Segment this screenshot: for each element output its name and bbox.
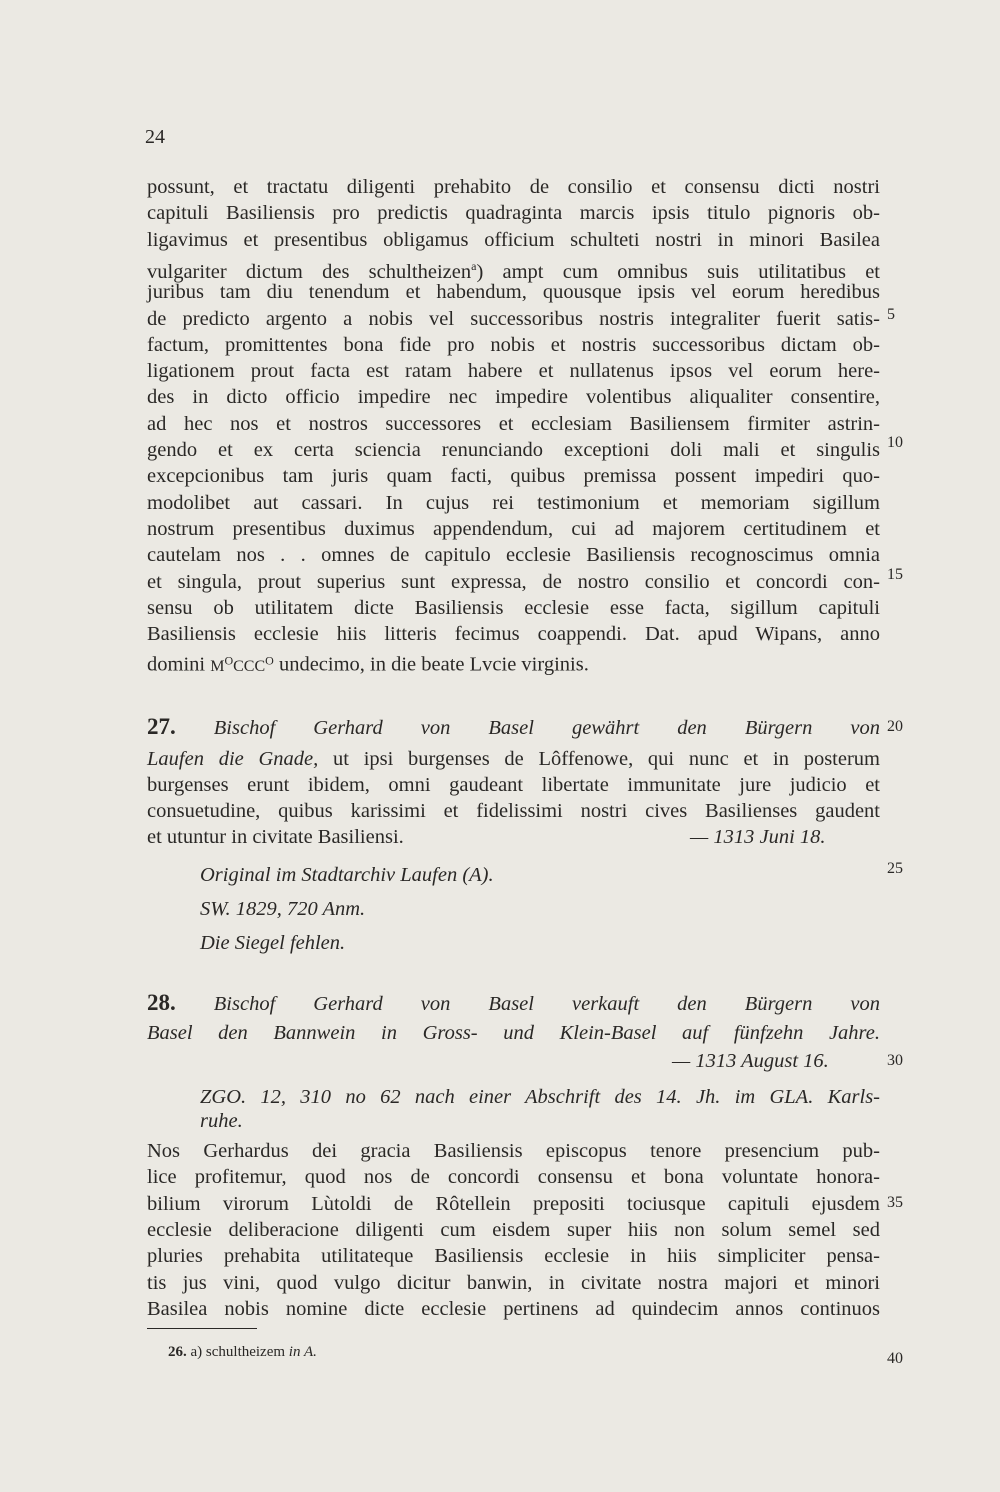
margin-number: 25 bbox=[887, 860, 903, 877]
doc27-text-2: ut ipsi burgenses de Lôffenowe, qui nunc et in posterum bbox=[318, 748, 880, 770]
doc28-source-line-1: ZGO. 12, 310 no 62 nach einer Abschrift des 14. Jh. im GLA. Karls- bbox=[200, 1086, 880, 1108]
margin-number: 40 bbox=[887, 1350, 903, 1367]
doc28-heading-line-1 bbox=[147, 990, 880, 1016]
page-number: 24 bbox=[145, 126, 165, 148]
text-block-26-line: nostrum presentibus duximus appendendum, cui ad majorem certitudinem et bbox=[147, 517, 880, 540]
text-block-26-line: ligationem prout facta est ratam habere et nullatenus ipsos vel eorum here- bbox=[147, 360, 880, 383]
doc27-heading-line-2 bbox=[147, 746, 880, 772]
doc28-heading-line-2: Basel den Bannwein in Gross- und Klein-Basel auf fünfzehn Jahre. bbox=[147, 1022, 880, 1044]
text-block-26-line: cautelam nos . . omnes de capitulo ecclesie Basiliensis recognoscimus omnia bbox=[147, 544, 880, 567]
footnote-text: a) schultheizem bbox=[190, 1344, 286, 1360]
doc28-text-line: bilium virorum Lùtoldi de Rôtellein prepositi tociusque capituli ejusdem bbox=[147, 1192, 880, 1215]
text-block-26-line: ligavimus et presentibus obligamus officium schulteti nostri in minori Basilea bbox=[147, 228, 880, 251]
text-block-26-line: excepcionibus tam juris quam facti, quibus premissa possent impediri quo- bbox=[147, 465, 880, 488]
margin-number: 15 bbox=[887, 566, 903, 583]
text-block-26-line: modolibet aut cassari. In cujus rei testimonium et memoriam sigillum bbox=[147, 491, 880, 514]
doc27-heading-line-1 bbox=[147, 714, 880, 740]
doc27-line-5: et utuntur in civitate Basiliensi. bbox=[147, 826, 404, 848]
footnote bbox=[168, 1344, 317, 1361]
text-block-26-line: factum, promittentes bona fide pro nobis et nostris successoribus dictam ob- bbox=[147, 333, 880, 356]
doc28-text-line: lice profitemur, quod nos de concordi consensu et bona voluntate honora- bbox=[147, 1166, 880, 1189]
text-block-26-line: possunt, et tractatu diligenti prehabito de consilio et consensu dicti nostri bbox=[147, 176, 880, 198]
text-block-26-line: de predicto argento a nobis vel successoribus nostris integraliter fuerit satis- bbox=[147, 307, 880, 330]
margin-number: 35 bbox=[887, 1194, 903, 1211]
doc27-line-3: burgenses erunt ibidem, omni gaudeant libertate immunitate jure judicio et bbox=[147, 774, 880, 796]
footnote-italic: in A. bbox=[288, 1344, 317, 1360]
text-block-26-line: et singula, prout superius sunt expressa, de nostro consilio et concordi con- bbox=[147, 570, 880, 593]
doc28-text-line: Nos Gerhardus dei gracia Basiliensis episcopus tenore presencium pub- bbox=[147, 1140, 880, 1162]
doc28-text-line: Basilea nobis nomine dicte ecclesie pertinens ad quindecim annos continuos bbox=[147, 1297, 880, 1320]
text-block-26-line: des in dicto officio impedire nec impedire volentibus aliqualiter consentire, bbox=[147, 386, 880, 409]
text-block-26-line: juribus tam diu tenendum et habendum, quousque ipsis vel eorum heredibus bbox=[147, 281, 880, 304]
text-block-26-line: capituli Basiliensis pro predictis quadraginta marcis ipsis titulo pignoris ob- bbox=[147, 202, 880, 225]
text-block-26-line: sensu ob utilitatem dicte Basiliensis ecclesie esse facta, sigillum capituli bbox=[147, 596, 880, 619]
margin-number: 30 bbox=[887, 1052, 903, 1069]
margin-number: 5 bbox=[887, 306, 895, 323]
doc27-heading-1: Bischof Gerhard von Basel gewährt den Bürgern von bbox=[213, 717, 881, 739]
margin-number: 20 bbox=[887, 718, 903, 735]
text-block-26-line: vulgariter dictum des schultheizen$^a$) ampt cum omnibus suis utilitatibus et bbox=[147, 258, 880, 283]
doc28-text-line: tis jus vini, quod vulgo dicitur banwin, in civitate nostra majori et minori bbox=[147, 1271, 880, 1294]
doc28-text-line: ecclesie deliberacione diligenti cum eisdem super hiis non solum semel sed bbox=[147, 1218, 880, 1241]
footnote-rule bbox=[147, 1328, 257, 1329]
footnote-ref: 26. bbox=[168, 1344, 187, 1360]
doc28-heading-1: Bischof Gerhard von Basel verkauft den Bürgern von bbox=[213, 993, 880, 1015]
text-block-26-line: Basiliensis ecclesie hiis litteris fecimus coappendi. Dat. apud Wipans, anno bbox=[147, 623, 880, 646]
text-block-26-line: domini $M^OCCC^O$ undecimo, in die beate Lvcie virginis. bbox=[147, 653, 589, 676]
margin-number: 10 bbox=[887, 434, 903, 451]
doc27-date: — 1313 Juni 18. bbox=[690, 826, 826, 848]
text-block-26-line: gendo et ex certa sciencia renunciando exceptioni doli mali et singulis bbox=[147, 439, 880, 461]
doc27-line-4: consuetudine, quibus karissimi et fidelissimi nostri cives Basilienses gaudent bbox=[147, 800, 880, 822]
doc27-number: 27. bbox=[147, 714, 176, 739]
text-block-26-line: ad hec nos et nostros successores et ecclesiam Basiliensem firmiter astrin- bbox=[147, 412, 880, 435]
doc28-date: — 1313 August 16. bbox=[672, 1050, 829, 1072]
doc27-note-1: Original im Stadtarchiv Laufen (A). bbox=[200, 864, 494, 886]
doc28-source-line-2: ruhe. bbox=[200, 1110, 243, 1132]
doc28-number: 28. bbox=[147, 990, 176, 1015]
doc28-text-line: pluries prehabita utilitateque Basiliensis ecclesie in hiis simpliciter pensa- bbox=[147, 1245, 880, 1268]
doc27-note-3: Die Siegel fehlen. bbox=[200, 932, 346, 954]
doc27-heading-2: Laufen die Gnade, bbox=[147, 748, 319, 770]
doc27-note-2: SW. 1829, 720 Anm. bbox=[200, 898, 366, 920]
